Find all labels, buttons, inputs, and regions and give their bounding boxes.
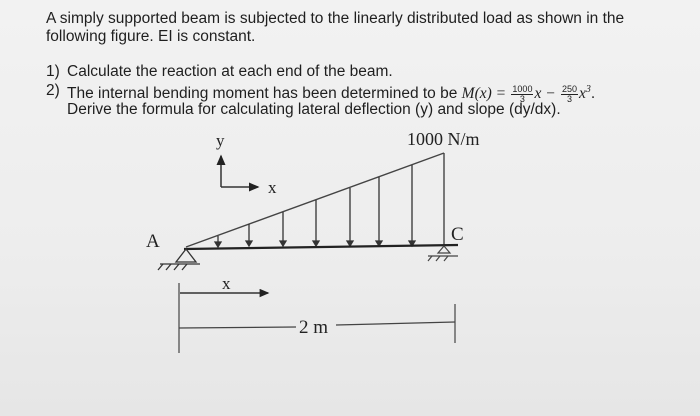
x-dimension-label: x bbox=[222, 274, 231, 293]
question-2-text-lead: The internal bending moment has been determined to be bbox=[67, 85, 462, 103]
fraction-2-denominator: 3 bbox=[566, 93, 572, 104]
moment-equation-lhs: M(x) = bbox=[461, 85, 507, 103]
question-1-number: 1) bbox=[46, 63, 60, 80]
load-arrow bbox=[246, 224, 252, 246]
load-arrow bbox=[215, 236, 221, 247]
span-dimension-line-right bbox=[336, 322, 455, 325]
span-label: 2 m bbox=[299, 317, 329, 338]
question-2-number: 2) bbox=[46, 82, 60, 99]
span-dimension-line-left bbox=[179, 327, 296, 328]
fraction-2-numerator: 250 bbox=[561, 83, 578, 94]
question-1-text: Calculate the reaction at each end of the beam. bbox=[67, 63, 393, 80]
load-arrow bbox=[409, 165, 415, 246]
moment-term-2-var: x bbox=[579, 85, 586, 103]
fraction-1-denominator: 3 bbox=[519, 93, 525, 104]
load-arrows bbox=[215, 165, 415, 247]
support-a-label: A bbox=[146, 231, 160, 252]
beam bbox=[184, 245, 458, 249]
load-top-edge bbox=[186, 153, 444, 247]
problem-intro-line2: following figure. EI is constant. bbox=[46, 28, 256, 45]
question-2-line2: Derive the formula for calculating lateral deflection (y) and slope (dy/dx). bbox=[67, 101, 561, 118]
axis-y-label: y bbox=[216, 131, 225, 150]
moment-term-1-var: x − bbox=[534, 85, 556, 103]
load-intensity-label: 1000 N/m bbox=[407, 129, 480, 149]
load-arrow bbox=[347, 188, 353, 246]
axis-x-label: x bbox=[268, 178, 277, 197]
moment-equation-end: . bbox=[590, 85, 596, 103]
problem-intro-line1: A simply supported beam is subjected to the linearly distributed load as shown in the bbox=[46, 10, 625, 27]
support-c-label: C bbox=[451, 224, 464, 245]
fraction-1-numerator: 1000 bbox=[512, 83, 533, 94]
load-arrow bbox=[313, 200, 319, 246]
moment-term-2-exponent: 3 bbox=[585, 84, 591, 95]
load-arrow bbox=[376, 177, 382, 246]
support-a-pin bbox=[158, 249, 200, 270]
support-c-roller bbox=[428, 246, 458, 261]
load-arrow bbox=[280, 212, 286, 246]
